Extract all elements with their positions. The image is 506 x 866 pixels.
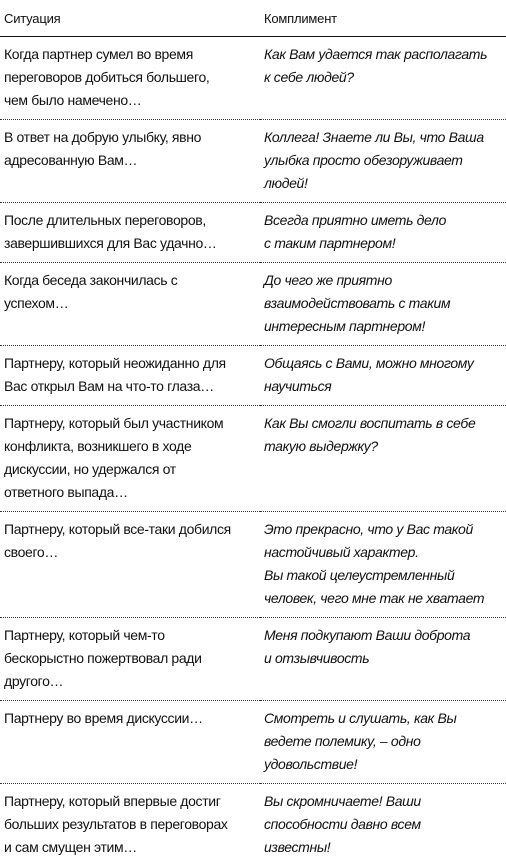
situation-line: чем было намечено…	[4, 89, 256, 112]
situation-cell	[0, 701, 260, 784]
compliment-line: удовольствие!	[264, 753, 502, 776]
table-row	[0, 263, 506, 346]
compliment-line: настойчивый характер.	[264, 541, 502, 564]
table-row	[0, 203, 506, 263]
situation-line: больших результатов в переговорах	[4, 813, 256, 836]
compliment-cell	[260, 701, 506, 784]
compliment-cell	[260, 263, 506, 346]
compliment-line: такую выдержку?	[264, 435, 502, 458]
header-situation: Ситуация	[0, 0, 260, 37]
compliment-line: и отзывчивость	[264, 647, 502, 670]
table-row	[0, 701, 506, 784]
table-row	[0, 406, 506, 512]
compliment-line: научиться	[264, 375, 502, 398]
compliment-line: Меня подкупают Ваши доброта	[264, 624, 502, 647]
situation-line: и сам смущен этим…	[4, 836, 256, 859]
compliment-line: человек, чего мне так не хватает	[264, 587, 502, 610]
compliment-line: До чего же приятно	[264, 269, 502, 292]
situation-line: После длительных переговоров,	[4, 209, 256, 232]
compliment-cell	[260, 203, 506, 263]
situation-cell	[0, 512, 260, 618]
compliment-line: способности давно всем	[264, 813, 502, 836]
situation-line: бескорыстно пожертвовал ради	[4, 647, 256, 670]
situation-cell	[0, 37, 260, 120]
situation-line: Партнеру, который все-таки добился	[4, 518, 256, 541]
situation-line: Партнеру, который неожиданно для	[4, 352, 256, 375]
table-row	[0, 37, 506, 120]
situation-line: дискуссии, но удержался от	[4, 458, 256, 481]
compliment-line: Смотреть и слушать, как Вы	[264, 707, 502, 730]
header-row	[0, 0, 506, 37]
compliment-line: Это прекрасно, что у Вас такой	[264, 518, 502, 541]
compliment-line: интересным партнером!	[264, 315, 502, 338]
situation-line: конфликта, возникшего в ходе	[4, 435, 256, 458]
situation-cell	[0, 203, 260, 263]
header-compliment: Комплимент	[260, 0, 506, 37]
compliment-cell	[260, 406, 506, 512]
compliment-line: взаимодействовать с таким	[264, 292, 502, 315]
situation-line: Партнеру, который впервые достиг	[4, 790, 256, 813]
situation-line: В ответ на добрую улыбку, явно	[4, 126, 256, 149]
table-row	[0, 346, 506, 406]
compliment-cell	[260, 512, 506, 618]
compliment-line: Вы скромничаете! Ваши	[264, 790, 502, 813]
situation-line: адресованную Вам…	[4, 149, 256, 172]
situation-line: своего…	[4, 541, 256, 564]
compliment-cell	[260, 784, 506, 866]
compliment-line: Общаясь с Вами, можно многому	[264, 352, 502, 375]
situation-line: Партнеру во время дискуссии…	[4, 707, 256, 730]
situation-line: ответного выпада…	[4, 481, 256, 504]
compliment-line: улыбка просто обезоруживает	[264, 149, 502, 172]
compliment-cell	[260, 346, 506, 406]
compliment-line: Как Вам удается так располагать	[264, 43, 502, 66]
situation-line: успехом…	[4, 292, 256, 315]
situation-line: другого…	[4, 670, 256, 693]
compliment-line: Всегда приятно иметь дело	[264, 209, 502, 232]
compliment-line: людей!	[264, 172, 502, 195]
situation-line: завершившихся для Вас удачно…	[4, 232, 256, 255]
compliment-line: Как Вы смогли воспитать в себе	[264, 412, 502, 435]
compliment-line: известны!	[264, 836, 502, 859]
compliment-line: с таким партнером!	[264, 232, 502, 255]
table-row	[0, 512, 506, 618]
situation-line: Вас открыл Вам на что-то глаза…	[4, 375, 256, 398]
situation-cell	[0, 784, 260, 866]
situation-line: Когда партнер сумел во время	[4, 43, 256, 66]
situation-line: Партнеру, который был участником	[4, 412, 256, 435]
situation-cell	[0, 406, 260, 512]
situation-line: Партнеру, который чем-то	[4, 624, 256, 647]
situation-cell	[0, 263, 260, 346]
situation-cell	[0, 618, 260, 701]
compliment-cell	[260, 618, 506, 701]
compliment-line: Коллега! Знаете ли Вы, что Ваша	[264, 126, 502, 149]
situation-line: Когда беседа закончилась с	[4, 269, 256, 292]
situation-line: переговоров добиться большего,	[4, 66, 256, 89]
compliment-line: к себе людей?	[264, 66, 502, 89]
compliment-line: Вы такой целеустремленный	[264, 564, 502, 587]
table-row	[0, 618, 506, 701]
situation-cell	[0, 120, 260, 203]
table-row	[0, 120, 506, 203]
table-header	[0, 0, 506, 37]
compliment-cell	[260, 37, 506, 120]
compliment-cell	[260, 120, 506, 203]
table-body	[0, 37, 506, 866]
situation-cell	[0, 346, 260, 406]
table-row	[0, 784, 506, 866]
compliment-line: ведете полемику, – одно	[264, 730, 502, 753]
